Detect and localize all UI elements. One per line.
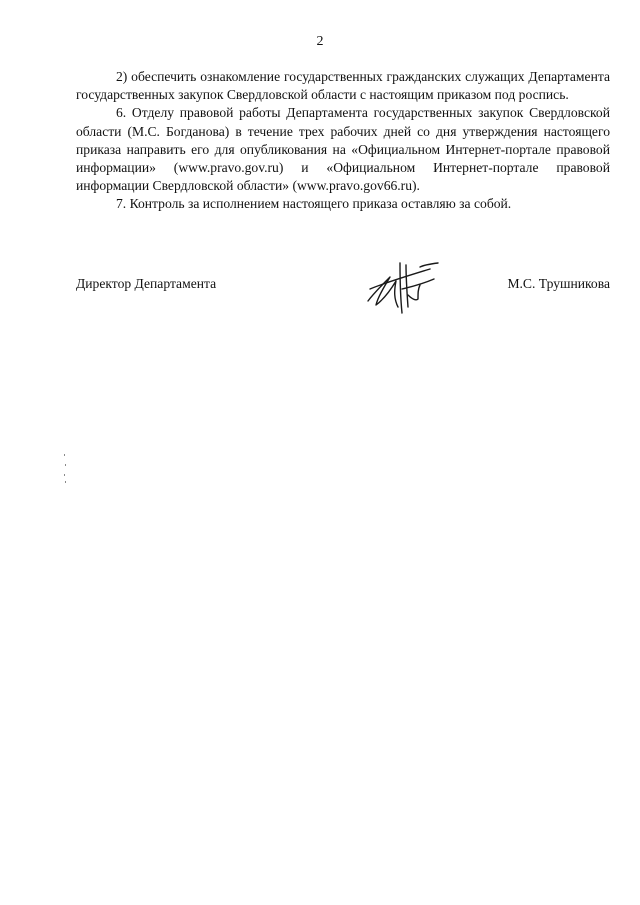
signature-block xyxy=(76,276,610,296)
document-body xyxy=(76,68,610,214)
paragraph-item-6: 6. Отделу правовой работы Департамента государственных закупок Свердловской области (М.С. Богданова) в течение трех рабочих дней со дня утверждения настоящего приказа направить его для опубликования на «Официальном Интернет-портале правовой информации» (www.pravo.gov.ru) и «Официальном Интернет-портале правовой информации Свердловской области» (www.pravo.gov66.ru). xyxy=(76,105,610,194)
handwritten-signature-icon xyxy=(360,255,450,317)
page-number: 2 xyxy=(316,34,324,49)
scan-artifact-marks xyxy=(62,454,68,484)
paragraph-item-7: 7. Контроль за исполнением настоящего приказа оставляю за собой. xyxy=(116,196,512,212)
signatory-name: М.С. Трушникова xyxy=(507,276,610,291)
signatory-title: Директор Департамента xyxy=(76,276,217,291)
paragraph-item-2: 2) обеспечить ознакомление государственных гражданских служащих Департамента государственных закупок Свердловской области с настоящим приказом под роспись. xyxy=(76,69,610,103)
